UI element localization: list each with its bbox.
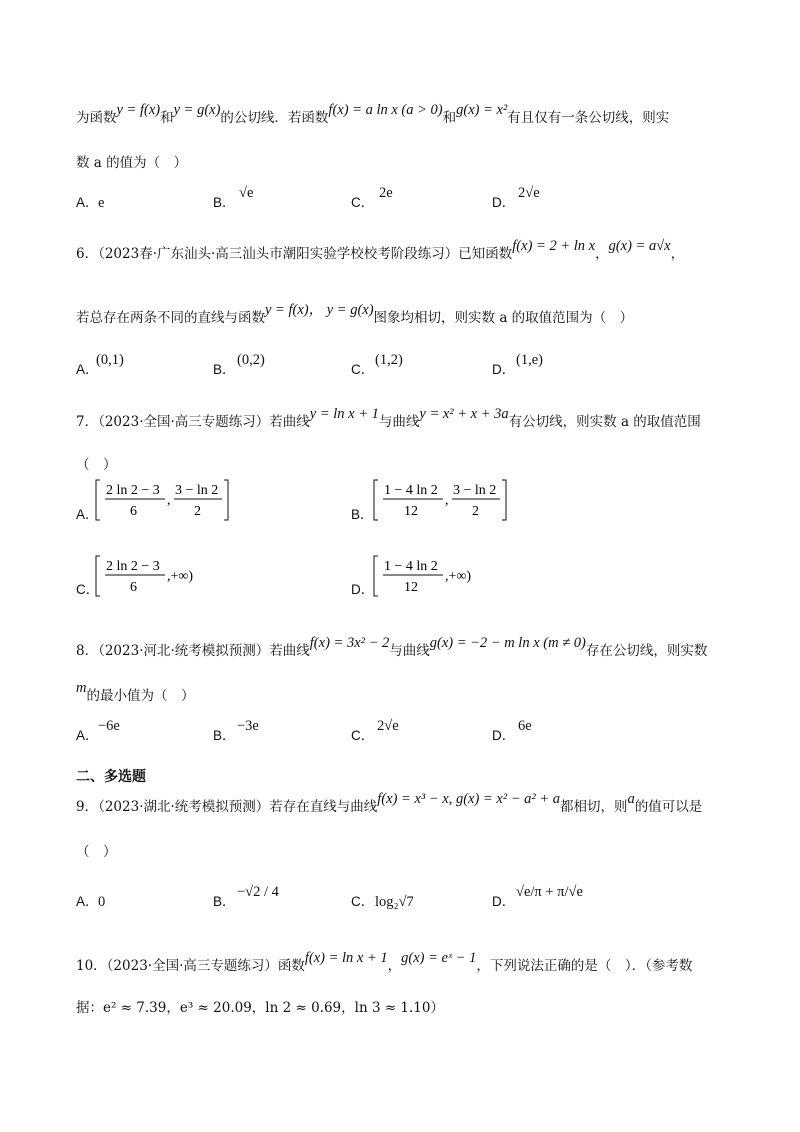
option-value: −6e	[98, 718, 120, 734]
q7-line1	[76, 406, 701, 432]
q5-math-f-def: f(x) = a ln x (a > 0)	[328, 102, 443, 118]
fraction-denominator: 12	[404, 504, 418, 519]
fraction-denominator: 2	[472, 504, 479, 519]
option-value: (1,e)	[516, 352, 543, 368]
fraction-numerator: 2 ln 2 − 3	[106, 483, 160, 498]
option-label: A．	[76, 507, 99, 522]
q10-line2: 据：e² ≈ 7.39，e³ ≈ 20.09，ln 2 ≈ 0.69，ln 3 ≈ 1.10）	[76, 1000, 444, 1016]
q5-option-c	[351, 185, 393, 213]
q5-line2: 数 a 的值为（ ）	[76, 155, 188, 171]
option-label: D．	[351, 582, 375, 597]
q6-math-f: f(x) = 2 + ln x	[512, 238, 596, 254]
q5-text: 和	[160, 110, 174, 126]
option-label: D．	[492, 894, 516, 909]
fraction-denominator: 6	[130, 504, 137, 519]
q8-text: 的最小值为（ ）	[86, 688, 195, 704]
q5-option-b	[213, 185, 254, 213]
q6-option-c	[351, 352, 403, 380]
q8-math-f: f(x) = 3x² − 2	[309, 635, 390, 651]
option-value: (0,2)	[237, 352, 265, 368]
option-label: A．	[76, 362, 99, 377]
q8-line2	[76, 680, 195, 706]
option-value: √e/π + π/√e	[516, 884, 583, 900]
q6-option-a	[76, 352, 124, 380]
q6-line1	[76, 238, 685, 264]
option-label: C．	[351, 362, 375, 377]
q7-line2: （ ）	[76, 457, 117, 473]
option-value: log₂√7	[375, 894, 414, 910]
q5-option-a	[76, 193, 105, 213]
right-bracket	[502, 480, 506, 520]
option-value: 2√e	[377, 718, 399, 734]
q8-option-b	[213, 718, 259, 746]
fraction-denominator: 12	[404, 580, 418, 595]
q8-option-d	[492, 718, 532, 746]
fraction-numerator: 2 ln 2 − 3	[106, 559, 160, 574]
option-label: B．	[351, 507, 374, 522]
q10-math-f: f(x) = ln x + 1	[304, 950, 388, 966]
left-bracket	[96, 556, 100, 596]
right-bracket	[224, 480, 228, 520]
left-bracket	[374, 480, 378, 520]
q6-option-d	[492, 352, 543, 380]
left-bracket	[374, 556, 378, 596]
fraction-denominator: 2	[194, 504, 201, 519]
fraction-numerator: 3 − ln 2	[453, 483, 497, 498]
fraction-numerator: 1 − 4 ln 2	[384, 483, 438, 498]
q5-line1	[76, 102, 670, 128]
q6-math-f: y = f(x)	[265, 302, 309, 318]
q5-math-g: y = g(x)	[173, 102, 221, 118]
q10-math-g: g(x) = eˣ − 1	[401, 950, 477, 966]
q6-option-b	[213, 352, 265, 380]
q6-text: 若总存在两条不同的直线与函数	[76, 310, 265, 326]
comma: ,	[167, 493, 171, 508]
q7-option-d-value	[370, 552, 480, 600]
option-value: √e	[239, 185, 254, 201]
q6-line2	[76, 302, 634, 328]
q9-option-b	[213, 884, 279, 912]
q5-math-f: y = f(x)	[116, 102, 161, 118]
q9-text: 9．（2023·湖北·统考模拟预测）若存在直线与曲线	[76, 799, 378, 815]
q7-text: 与曲线	[378, 414, 420, 430]
q6-text: 6．（2023春·广东汕头·高三汕头市潮阳实验学校校考阶段练习）已知函数	[76, 246, 513, 262]
q8-option-a	[76, 718, 120, 746]
comma: ,	[445, 493, 449, 508]
q6-text: ，	[595, 246, 609, 262]
q7-option-a-value	[92, 476, 232, 524]
option-value: 0	[98, 894, 106, 910]
option-value: (0,1)	[96, 352, 124, 368]
option-value: (1,2)	[375, 352, 403, 368]
q7-math-curve1: y = ln x + 1	[309, 406, 379, 422]
option-label: D．	[492, 195, 516, 210]
option-label: C．	[351, 728, 375, 743]
q10-line1	[76, 950, 693, 976]
q9-line2: （ ）	[76, 844, 117, 860]
q7-option-c-value	[92, 552, 202, 600]
q7-option-b-value	[370, 476, 510, 524]
fraction-denominator: 6	[130, 580, 137, 595]
option-label: A．	[76, 195, 99, 210]
q7-text: 有公切线，则实数 a 的取值范围	[508, 414, 701, 430]
q8-math-m: m	[76, 680, 87, 696]
option-label: D．	[492, 362, 516, 377]
option-label: C．	[76, 582, 100, 597]
q9-line1	[76, 791, 703, 817]
q7-text: 7．（2023·全国·高三专题练习）若曲线	[76, 414, 310, 430]
q9-option-c	[351, 892, 414, 912]
q8-text: 存在公切线，则实数	[585, 643, 708, 659]
q5-text: 为函数	[76, 110, 117, 126]
option-value: 2√e	[518, 185, 540, 201]
option-value: 6e	[518, 718, 532, 734]
interval-tail: ,+∞)	[167, 569, 194, 584]
q8-option-c	[351, 718, 399, 746]
q6-math-g: g(x) = a√x	[608, 238, 671, 254]
fraction-numerator: 3 − ln 2	[175, 483, 219, 498]
option-value: −√2 / 4	[237, 884, 279, 900]
q9-math-functions: f(x) = x³ − x, g(x) = x² − a² + a	[377, 791, 561, 807]
option-label: A．	[76, 894, 99, 909]
option-label: B．	[213, 195, 236, 210]
q8-text: 与曲线	[389, 643, 430, 659]
q10-text: ，	[387, 958, 402, 974]
q10-text: 10．（2023·全国·高三专题练习）函数	[76, 958, 305, 974]
option-label: D．	[492, 728, 516, 743]
q5-text: 有且仅有一条公切线，则实	[507, 110, 670, 126]
fraction-numerator: 1 − 4 ln 2	[384, 559, 438, 574]
q9-option-d	[492, 884, 583, 912]
q5-text: 和	[442, 110, 457, 126]
option-value: e	[98, 195, 105, 211]
q8-text: 8．（2023·河北·统考模拟预测）若曲线	[76, 643, 310, 659]
q10-text: ，下列说法正确的是（ ）．（参考数	[476, 958, 693, 974]
q6-text: 图象均相切，则实数 a 的取值范围为（ ）	[373, 310, 634, 326]
q9-math-a: a	[627, 791, 635, 807]
q6-math-g: ， y = g(x)	[308, 302, 374, 318]
left-bracket	[96, 480, 100, 520]
section-heading: 二、多选题	[76, 769, 146, 785]
option-value: 2e	[379, 185, 393, 201]
q7-math-curve2: y = x² + x + 3a	[419, 406, 509, 422]
q5-text: 的公切线．若函数	[220, 110, 329, 126]
option-label: C．	[351, 894, 375, 909]
q8-math-g: g(x) = −2 − m ln x (m ≠ 0)	[429, 635, 586, 651]
option-label: B．	[213, 728, 236, 743]
q8-line1	[76, 635, 708, 661]
q5-option-d	[492, 185, 540, 213]
q9-text: 都相切，则	[560, 799, 628, 815]
option-value: −3e	[237, 718, 259, 734]
q9-option-a	[76, 892, 106, 912]
option-label: B．	[213, 362, 236, 377]
option-label: A．	[76, 728, 99, 743]
q9-text: 的值可以是	[634, 799, 703, 815]
interval-tail: ,+∞)	[445, 569, 472, 584]
option-label: B．	[213, 894, 236, 909]
option-label: C．	[351, 195, 375, 210]
q6-text: ，	[670, 246, 685, 262]
q5-math-g-def: g(x) = x²	[456, 102, 508, 118]
